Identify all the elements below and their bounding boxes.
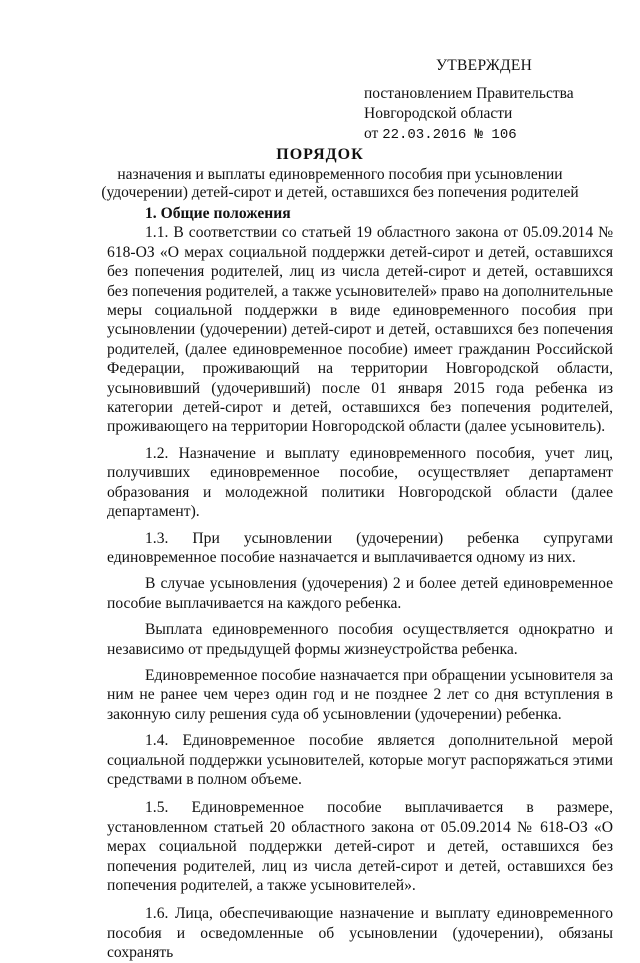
- approval-date-value: 22.03.2016 № 106: [382, 127, 517, 143]
- paragraph-1-6: 1.6. Лица, обеспечивающие назначение и выплату единовременного пособия и осведомленные об усыновлении (удочерении), обязаны сохранять: [107, 905, 613, 962]
- approval-line-1: постановлением Правительства: [364, 85, 574, 102]
- paragraph-1-1: 1.1. В соответствии со статьей 19 областного закона от 05.09.2014 № 618-ОЗ «О мерах социальной поддержки детей-сирот и детей, оставшихся без попечения родителей, лиц из числа детей-сирот и детей, оставшихся без попечения родителей, а также усыновителей» право на дополнительные меры социальной поддержки в виде единовременного пособия при усыновлении (удочерении) детей-сирот и детей, оставшихся без попечения родителей, (далее единовременное пособие) имеет гражданин Российской Федерации, проживающий на территории Новгородской области, усыновивший (удочеривший) после 01 января 2015 года ребенка из категории детей-сирот и детей, оставшихся без попечения родителей, проживающего на территории Новгородской области (далее усыновитель).: [107, 224, 613, 436]
- paragraph-1-4: 1.4. Единовременное пособие является дополнительной мерой социальной поддержки усыновителей, которые могут распоряжаться этими средствами в полном объеме.: [107, 732, 613, 788]
- paragraph-one-time-payment: Выплата единовременного пособия осуществляется однократно и независимо от предыдущей формы жизнеустройства ребенка.: [107, 621, 613, 658]
- document-title: ПОРЯДОК: [276, 146, 364, 163]
- approval-line-2: Новгородской области: [364, 105, 513, 122]
- paragraph-multiple-children: В случае усыновления (удочерения) 2 и более детей единовременное пособие выплачивается на каждого ребенка.: [107, 575, 613, 612]
- subtitle-line-2: (удочерении) детей-сирот и детей, оставшихся без попечения родителей: [101, 184, 579, 201]
- approval-date-line: [364, 124, 574, 145]
- section-heading: 1. Общие положения: [145, 205, 291, 222]
- paragraph-1-3: 1.3. При усыновлении (удочерении) ребенка супругами единовременное пособие назначается и выплачивается одному из них.: [107, 529, 613, 566]
- approval-block: [364, 56, 574, 145]
- paragraph-application-deadline: Единовременное пособие назначается при обращении усыновителя за ним не ранее чем через один год и не позднее 2 лет со дня вступления в законную силу решения суда об усыновлении (удочерении) ребенка.: [107, 666, 613, 723]
- paragraph-1-2: 1.2. Назначение и выплату единовременного пособия, учет лиц, получивших единовременное пособие, осуществляет департамент образования и молодежной политики Новгородской области (далее департамент).: [107, 444, 613, 521]
- paragraph-1-5: 1.5. Единовременное пособие выплачивается в размере, установленном статьей 20 областного закона от 05.09.2014 № 618-ОЗ «О мерах социальной поддержки детей-сирот и детей, оставшихся без попечения родителей, лиц из числа детей-сирот и детей, оставшихся без попечения родителей, а также усыновителей».: [107, 799, 613, 894]
- approval-date-prefix: от: [364, 125, 379, 142]
- subtitle-line-1: назначения и выплаты единовременного пособия при усыновлении: [117, 166, 563, 183]
- approval-heading: УТВЕРЖДЕН: [436, 57, 533, 74]
- document-body: [107, 204, 613, 963]
- document-subtitle: [90, 166, 590, 202]
